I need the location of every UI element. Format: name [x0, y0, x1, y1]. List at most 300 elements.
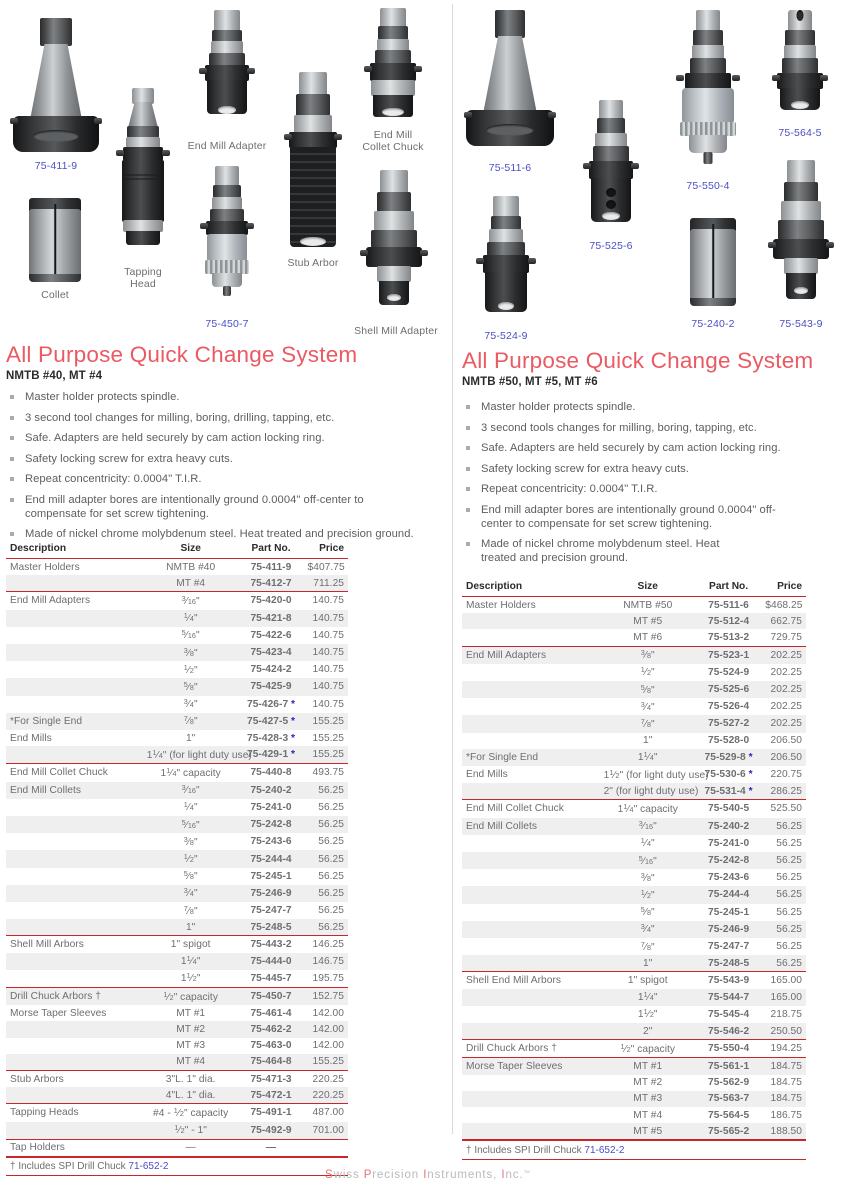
left-feature-list: [6, 390, 436, 541]
table-row: [462, 629, 806, 646]
table-row: [462, 955, 806, 972]
table-row: [6, 661, 348, 678]
right-photo-panel: [452, 0, 856, 345]
cell-description: Shell End Mill Arbors: [462, 972, 600, 989]
cell-size: $^1$⁄2" capacity: [600, 1040, 696, 1058]
footer-word: nstruments,: [427, 1169, 502, 1181]
cell-description: [6, 644, 143, 661]
cell-part-number[interactable]: 75-491-1: [239, 1104, 304, 1122]
table-row: [6, 885, 348, 902]
feature-item: Safety locking screw for extra heavy cuts.: [6, 452, 436, 466]
note-part-link[interactable]: 71-652-2: [128, 1161, 169, 1173]
cell-description: [462, 613, 600, 629]
cell-size: $^3$⁄16": [638, 819, 657, 833]
right-spec-table: [462, 578, 806, 1140]
cell-part-number[interactable]: 75-428-3 *: [246, 732, 296, 744]
photo-caption-drill-chuck-arbor: 75-450-7: [205, 318, 249, 330]
cell-price: 165.00: [761, 972, 806, 989]
cell-part-number[interactable]: 75-444-0: [250, 955, 292, 967]
photo-end-mill-adapter-525: [580, 100, 642, 230]
cell-description: [462, 869, 600, 886]
cell-price: 186.75: [770, 1109, 802, 1121]
col-price: Price: [304, 540, 348, 559]
cell-part-number[interactable]: 75-243-6: [707, 872, 750, 884]
cell-price: 56.25: [776, 889, 802, 901]
photo-master-holder-40: [8, 18, 104, 158]
table-row: [6, 816, 348, 833]
cell-price: 202.25: [770, 701, 802, 713]
left-photo-panel: [0, 0, 452, 345]
feature-item: Master holder protects spindle.: [6, 390, 436, 404]
cell-description: [462, 1123, 600, 1140]
photo-caption-end-mill-adapter: End Mill Adapter: [187, 140, 267, 152]
table-row: [462, 1075, 806, 1091]
photo-morse-taper-sleeve-564: [770, 10, 830, 118]
right-page-title: All Purpose Quick Change System: [462, 348, 814, 373]
cell-size: $^3$⁄4": [640, 922, 655, 936]
cell-price: 184.75: [770, 1077, 802, 1089]
table-row: [462, 733, 806, 749]
cell-price: 218.75: [770, 1008, 802, 1020]
table-row: [6, 1104, 348, 1122]
cell-part-number[interactable]: 75-530-6 *: [704, 769, 753, 781]
right-page-subtitle: NMTB #50, MT #5, MT #6: [462, 376, 598, 388]
cell-size: $^3$⁄4": [640, 699, 655, 713]
cell-part-number[interactable]: 75-242-8: [250, 819, 292, 831]
cell-size: NMTB #40: [143, 559, 239, 576]
cell-part-number[interactable]: 75-248-5: [250, 921, 292, 933]
table-row: [462, 766, 806, 783]
cell-price: 188.50: [761, 1123, 806, 1140]
cell-part-number[interactable]: 75-240-2: [250, 784, 292, 796]
cell-price: 662.75: [770, 615, 802, 627]
table-row: [6, 730, 348, 746]
cell-price: 56.25: [776, 872, 802, 884]
cell-part-number[interactable]: 75-464-8: [250, 1056, 292, 1068]
table-row: [6, 627, 348, 644]
table-row: [462, 886, 806, 903]
table-row: [6, 868, 348, 885]
cell-part-number[interactable]: 75-420-0: [239, 592, 304, 610]
photo-caption-end-mill-adapter-525: 75-525-6: [589, 240, 633, 252]
cell-description: [462, 904, 600, 921]
cell-price: 140.75: [312, 664, 344, 676]
cell-size: $^1$⁄2": [640, 665, 655, 679]
cell-price: 56.25: [318, 870, 344, 882]
cell-size: $^3$⁄4": [183, 697, 198, 711]
photo-drill-chuck-arbor-550: [674, 10, 742, 170]
photo-stub-arbor: [282, 72, 344, 254]
cell-part-number[interactable]: 75-445-7: [250, 972, 292, 984]
cell-part-number[interactable]: 75-242-8: [707, 855, 750, 867]
cell-price: 220.25: [312, 1089, 344, 1101]
cell-size: 1": [185, 921, 196, 933]
table-row: [6, 644, 348, 661]
feature-item: Safety locking screw for extra heavy cuts.: [462, 462, 852, 476]
cell-price: $468.25: [761, 597, 806, 614]
cell-size: $^5$⁄8": [183, 679, 198, 693]
cell-part-number[interactable]: 75-422-6: [250, 629, 292, 641]
cell-description: Drill Chuck Arbors †: [462, 1040, 600, 1058]
cell-description: [462, 955, 600, 972]
cell-part-number[interactable]: 75-545-4: [707, 1008, 750, 1020]
cell-part-number[interactable]: 75-244-4: [707, 889, 750, 901]
cell-part-number[interactable]: 75-243-6: [250, 836, 292, 848]
cell-part-number[interactable]: 75-561-1: [696, 1058, 761, 1075]
cell-part-number[interactable]: 75-529-8 *: [704, 751, 753, 763]
cell-description: [462, 715, 600, 732]
table-row: [462, 783, 806, 800]
cell-size: $^5$⁄8": [183, 869, 198, 883]
cell-part-number[interactable]: 75-248-5: [707, 957, 750, 969]
table-row: [6, 696, 348, 713]
cell-part-number[interactable]: 75-427-5 *: [246, 715, 296, 727]
footer-word: wiss: [333, 1169, 364, 1181]
photo-caption-end-mill-adapter-524: 75-524-9: [484, 330, 528, 342]
table-row: [6, 713, 348, 730]
col-description: Description: [6, 540, 143, 559]
cell-price: 155.25: [312, 749, 344, 761]
cell-price: 56.25: [318, 921, 344, 933]
cell-part-number[interactable]: 75-463-0: [250, 1040, 292, 1052]
cell-part-number[interactable]: 75-247-7: [250, 905, 292, 917]
cell-price: 56.25: [318, 836, 344, 848]
col-description: Description: [462, 578, 600, 597]
note-text: † Includes SPI Drill Chuck: [466, 1144, 585, 1156]
cell-part-number[interactable]: 75-528-0: [707, 735, 750, 747]
cell-size: $^1$⁄2": [183, 662, 198, 676]
table-row: [6, 953, 348, 970]
cell-size: $^3$⁄8": [600, 646, 696, 664]
table-row: [462, 1091, 806, 1107]
cell-size: $1^1⁄4$" (for light duty use): [146, 747, 252, 761]
cell-part-number[interactable]: 75-531-4 *: [704, 785, 753, 797]
photo-shell-mill-adapter: [360, 170, 428, 314]
cell-price: 56.25: [318, 784, 344, 796]
cell-description: [6, 885, 143, 902]
cell-price: 56.25: [318, 905, 344, 917]
photo-caption-master-holder-40: 75-411-9: [34, 160, 78, 172]
cell-price: 525.50: [761, 800, 806, 818]
table-row: [6, 850, 348, 867]
right-spec-table-wrap: [462, 578, 806, 1160]
cell-description: Stub Arbors: [6, 1070, 143, 1087]
cell-size: $^7$⁄8": [640, 716, 655, 730]
photo-end-mill-adapter-524: [474, 196, 538, 318]
cell-part-number[interactable]: 75-492-9: [250, 1124, 292, 1136]
col-part-no: Part No.: [696, 578, 761, 597]
feature-item: Made of nickel chrome molybdenum steel. Heat treated and precision ground.: [6, 527, 436, 541]
col-price: Price: [761, 578, 806, 597]
feature-item: Repeat concentricity: 0.0004" T.I.R.: [462, 482, 852, 496]
cell-part-number[interactable]: 75-544-7: [707, 991, 750, 1003]
table-row: [6, 1087, 348, 1104]
cell-part-number[interactable]: 75-523-1: [696, 646, 761, 664]
cell-price: 56.25: [776, 820, 802, 832]
cell-size: $1^1⁄2$" (for light duty use): [603, 767, 709, 781]
cell-part-number[interactable]: 75-550-4: [696, 1040, 761, 1058]
cell-size: $^1$⁄4": [183, 800, 198, 814]
cell-part-number[interactable]: 75-411-9: [239, 559, 304, 576]
cell-price: 184.75: [761, 1058, 806, 1075]
left-heading-block: [6, 342, 436, 548]
cell-size: $1^1⁄2$": [637, 1007, 658, 1021]
photo-end-mill-adapter: [196, 10, 258, 118]
cell-part-number[interactable]: 75-513-2: [707, 631, 750, 643]
cell-part-number[interactable]: 75-429-1 *: [246, 749, 296, 761]
cell-price: 56.25: [776, 906, 802, 918]
cell-size: $^1$⁄4": [640, 836, 655, 850]
table-row: [462, 972, 806, 989]
cell-price: 56.25: [776, 941, 802, 953]
cell-description: [6, 661, 143, 678]
cell-price: 56.25: [776, 957, 802, 969]
table-header-row: [462, 578, 806, 597]
cell-part-number[interactable]: 75-540-5: [696, 800, 761, 818]
table-row: [462, 1040, 806, 1058]
cell-price: 711.25: [313, 577, 344, 589]
table-row: [462, 681, 806, 698]
photo-drill-chuck-arbor: [196, 166, 258, 298]
table-row: [6, 782, 348, 799]
cell-description: [6, 953, 143, 970]
photo-caption-end-mill-collet-chuck: End Mill Collet Chuck: [362, 129, 424, 153]
cell-part-number[interactable]: 75-440-8: [239, 764, 304, 782]
cell-description: End Mill Collets: [466, 820, 538, 832]
cell-description: *For Single End: [10, 715, 83, 727]
table-row: [6, 1070, 348, 1087]
cell-price: 140.75: [304, 592, 348, 610]
cell-part-number[interactable]: 75-421-8: [250, 612, 292, 624]
cell-price: 220.75: [770, 769, 802, 781]
cell-size: MT #5: [600, 1123, 696, 1140]
table-row: [6, 678, 348, 695]
photo-collet: [18, 198, 92, 286]
cell-part-number[interactable]: 75-565-2: [696, 1123, 761, 1140]
table-row: [6, 1038, 348, 1054]
cell-size: MT #4: [176, 577, 206, 589]
left-spec-table: [6, 540, 348, 1157]
cell-part-number[interactable]: 75-472-1: [250, 1089, 292, 1101]
feature-item: Safe. Adapters are held securely by cam action locking ring.: [462, 441, 852, 455]
cell-description: [6, 902, 143, 919]
cell-description: [462, 698, 600, 715]
cell-size: MT #4: [176, 1056, 206, 1068]
feature-item: 3 second tool changes for milling, boring, drilling, tapping, etc.: [6, 411, 436, 425]
cell-size: 4"L. 1" dia.: [165, 1089, 216, 1101]
cell-part-number[interactable]: 75-426-7 *: [246, 698, 296, 710]
footer-letter: P: [363, 1169, 373, 1181]
table-row: [462, 646, 806, 664]
trademark-symbol: ™: [523, 1169, 531, 1177]
cell-price: 152.75: [304, 988, 348, 1006]
cell-price: 140.75: [312, 681, 344, 693]
table-row: [6, 592, 348, 610]
cell-description: [6, 610, 143, 627]
cell-part-number[interactable]: 75-543-9: [696, 972, 761, 989]
cell-size: $^1$⁄4": [183, 611, 198, 625]
feature-item: Made of nickel chrome molybdenum steel. Heat treated and precision ground.: [462, 537, 731, 565]
feature-item: Master holder protects spindle.: [462, 400, 852, 414]
cell-part-number[interactable]: 75-240-2: [707, 820, 750, 832]
table-row: [462, 921, 806, 938]
cell-price: 142.00: [312, 1040, 344, 1052]
cell-price: 493.75: [304, 764, 348, 782]
cell-description: [462, 1023, 600, 1040]
cell-description: Tapping Heads: [6, 1104, 143, 1122]
cell-part-number[interactable]: 75-526-4: [707, 701, 750, 713]
cell-part-number[interactable]: 75-241-0: [707, 837, 750, 849]
photo-caption-stub-arbor: Stub Arbor: [287, 257, 339, 269]
cell-size: MT #6: [633, 631, 663, 643]
cell-part-number[interactable]: 75-511-6: [696, 597, 761, 614]
cell-size: MT #5: [633, 615, 663, 627]
cell-size: 2": [643, 1025, 653, 1037]
cell-description: Drill Chuck Arbors †: [6, 988, 143, 1006]
cell-description: [6, 919, 143, 936]
cell-size: —: [143, 1139, 239, 1156]
cell-description: [462, 1091, 600, 1107]
cell-price: 140.75: [312, 629, 344, 641]
photo-caption-end-mill-collet-240: 75-240-2: [691, 318, 735, 330]
photo-shell-end-mill-arbor-543: [768, 160, 834, 308]
cell-price: 142.00: [312, 1007, 344, 1019]
cell-description: [462, 783, 600, 800]
right-table-body: [462, 597, 806, 1140]
cell-size: MT #3: [633, 1093, 663, 1105]
cell-description: [462, 664, 600, 681]
cell-part-number[interactable]: 75-527-2: [707, 718, 750, 730]
cell-size: $^3$⁄8": [183, 645, 198, 659]
cell-price: 206.50: [770, 751, 802, 763]
table-row: [6, 833, 348, 850]
cell-part-number[interactable]: 75-412-7: [250, 577, 292, 589]
cell-size: $^3$⁄4": [183, 886, 198, 900]
cell-size: $^5$⁄8": [640, 682, 655, 696]
table-row: [6, 988, 348, 1006]
cell-size: MT #1: [600, 1058, 696, 1075]
cell-price: 729.75: [770, 631, 802, 643]
photo-tapping-head: [112, 88, 174, 246]
cell-price: 146.75: [312, 955, 344, 967]
cell-size: $^5$⁄8": [640, 905, 655, 919]
cell-part-number[interactable]: 75-562-9: [707, 1077, 750, 1089]
cell-size: #4 - $^1$⁄2" capacity: [143, 1104, 239, 1122]
table-row: [462, 818, 806, 835]
cell-part-number[interactable]: 75-462-2: [250, 1023, 292, 1035]
cell-part-number[interactable]: 75-450-7: [239, 988, 304, 1006]
cell-part-number[interactable]: 75-461-4: [250, 1007, 292, 1019]
table-row: [462, 835, 806, 852]
note-part-link[interactable]: 71-652-2: [584, 1144, 625, 1156]
table-row: [462, 904, 806, 921]
cell-price: 146.25: [304, 936, 348, 953]
col-size: Size: [143, 540, 239, 559]
cell-size: $^1$⁄2": [640, 887, 655, 901]
left-page-subtitle: NMTB #40, MT #4: [6, 370, 103, 382]
cell-description: [6, 575, 143, 592]
cell-size: $^1$⁄2" - 1": [174, 1123, 207, 1137]
cell-part-number[interactable]: 75-423-4: [250, 647, 292, 659]
cell-part-number[interactable]: 75-546-2: [707, 1025, 750, 1037]
cell-size: 1": [643, 735, 653, 747]
cell-size: 1" spigot: [600, 972, 696, 989]
cell-part-number[interactable]: 75-471-3: [239, 1070, 304, 1087]
cell-part-number[interactable]: 75-246-9: [250, 887, 292, 899]
footer-letter: S: [325, 1169, 334, 1181]
cell-part-number[interactable]: 75-563-7: [707, 1093, 750, 1105]
cell-description: End Mill Collet Chuck: [6, 764, 143, 782]
cell-size: 2" (for light duty use): [603, 785, 699, 797]
table-row: [6, 575, 348, 592]
cell-price: 250.50: [770, 1025, 802, 1037]
photo-caption-master-holder-50: 75-511-6: [488, 162, 532, 174]
table-row: [462, 800, 806, 818]
cell-size: $^1$⁄2": [183, 852, 198, 866]
cell-price: [304, 1139, 348, 1156]
cell-part-number[interactable]: 75-425-9: [250, 681, 292, 693]
cell-part-number[interactable]: 75-512-4: [707, 615, 750, 627]
cell-part-number[interactable]: —: [239, 1139, 304, 1156]
table-row: [6, 970, 348, 988]
cell-part-number[interactable]: 75-524-9: [707, 666, 750, 678]
cell-part-number[interactable]: 75-244-4: [250, 853, 292, 865]
cell-part-number[interactable]: 75-247-7: [707, 941, 750, 953]
cell-price: 202.25: [761, 646, 806, 664]
cell-part-number[interactable]: 75-443-2: [239, 936, 304, 953]
cell-price: 56.25: [318, 887, 344, 899]
cell-part-number[interactable]: 75-525-6: [707, 684, 750, 696]
cell-size: $1^1⁄4$": [637, 990, 658, 1004]
cell-size: MT #4: [633, 1109, 663, 1121]
left-table-body: [6, 559, 348, 1157]
table-row: [6, 746, 348, 764]
cell-price: 140.75: [312, 647, 344, 659]
cell-price: $407.75: [304, 559, 348, 576]
cell-size: $^3$⁄8": [640, 870, 655, 884]
cell-part-number[interactable]: 75-241-0: [250, 801, 292, 813]
cell-size: $^3$⁄16": [143, 592, 239, 610]
cell-size: $1^1⁄4$" capacity: [600, 800, 696, 818]
cell-part-number[interactable]: 75-424-2: [250, 664, 292, 676]
cell-size: $^7$⁄8": [183, 714, 198, 728]
cell-part-number[interactable]: 75-245-1: [250, 870, 292, 882]
cell-price: 155.25: [312, 715, 344, 727]
cell-size: NMTB #50: [600, 597, 696, 614]
cell-price: 140.75: [312, 612, 344, 624]
feature-item: End mill adapter bores are intentionally ground 0.0004" off-center to compensate for set screw tightening.: [462, 503, 801, 531]
cell-size: $1^1⁄4$": [637, 750, 658, 764]
cell-part-number[interactable]: 75-245-1: [707, 906, 750, 918]
cell-part-number[interactable]: 75-246-9: [707, 923, 750, 935]
table-row: [6, 559, 348, 576]
cell-size: MT #2: [176, 1023, 206, 1035]
cell-description: [462, 681, 600, 698]
table-row: [462, 749, 806, 766]
table-row: [462, 597, 806, 614]
cell-description: End Mill Collet Chuck: [462, 800, 600, 818]
cell-description: [462, 852, 600, 869]
cell-price: 140.75: [312, 698, 344, 710]
cell-description: [6, 1038, 143, 1054]
cell-part-number[interactable]: 75-564-5: [707, 1109, 750, 1121]
photo-caption-collet: Collet: [41, 289, 69, 301]
cell-description: End Mill Adapters: [6, 592, 143, 610]
cell-size: $1^1⁄4$": [180, 954, 201, 968]
cell-description: [6, 627, 143, 644]
table-row: [6, 1005, 348, 1021]
cell-description: *For Single End: [466, 751, 539, 763]
